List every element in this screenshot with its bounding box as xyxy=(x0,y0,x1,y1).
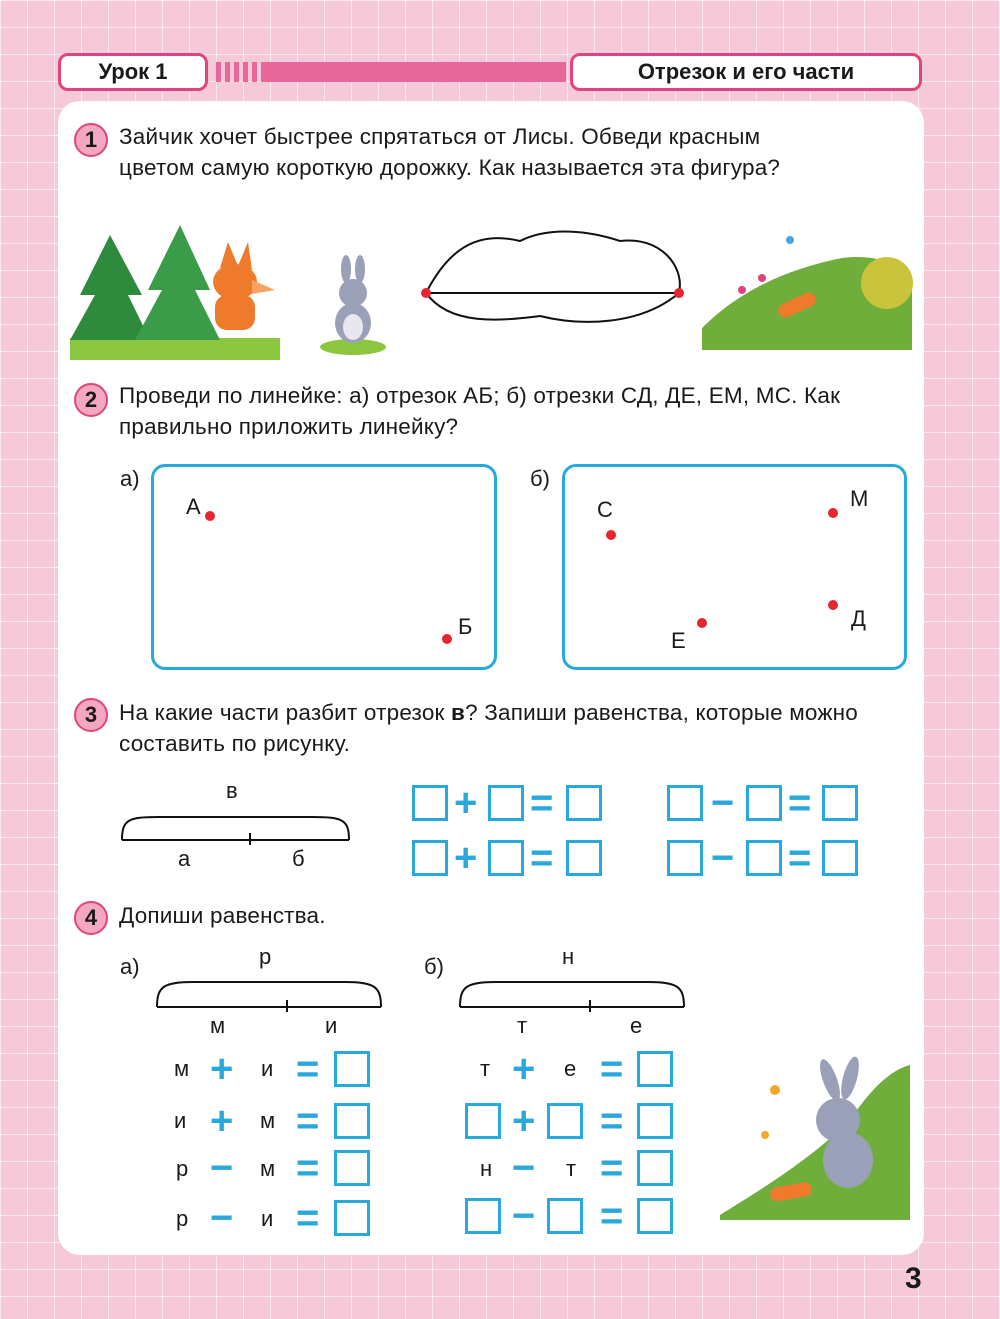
point-e xyxy=(697,618,707,628)
topic-tab xyxy=(570,53,922,91)
plus-sign: + xyxy=(454,781,478,825)
header-stripes xyxy=(216,62,566,82)
equals-sign: = xyxy=(600,1047,624,1091)
point-e-label: Е xyxy=(671,628,686,653)
equals-sign: = xyxy=(788,781,812,825)
minus-sign: − xyxy=(711,781,735,825)
equals-sign: = xyxy=(530,836,554,880)
task1-text: Зайчик хочет быстрее спрятаться от Лисы. Обведи красным цветом самую короткую дорожку. Как называется эта фигура? xyxy=(119,124,781,180)
point-m xyxy=(828,508,838,518)
answer-box[interactable] xyxy=(465,1103,501,1139)
task2-number: 2 xyxy=(74,383,108,417)
answer-box[interactable] xyxy=(637,1051,673,1087)
equals-sign: = xyxy=(296,1099,320,1143)
point-a-label: А xyxy=(186,494,201,519)
task4-part-b-label: б) xyxy=(424,954,444,979)
answer-box[interactable] xyxy=(822,785,858,821)
task4-b-segment xyxy=(456,972,688,1012)
paths-figure xyxy=(420,226,690,326)
point-a xyxy=(205,511,215,521)
equals-sign: = xyxy=(600,1146,624,1190)
task4-a-segment xyxy=(153,972,385,1012)
task2-part-b-label: б) xyxy=(530,466,550,491)
minus-sign: − xyxy=(711,836,735,880)
answer-box[interactable] xyxy=(334,1150,370,1186)
point-d-label: Д xyxy=(851,606,866,631)
task1-number: 1 xyxy=(74,123,108,157)
lesson-label: Урок 1 xyxy=(98,59,168,84)
task4-text: Допиши равенства. xyxy=(119,903,326,928)
eq-a1-term2: и xyxy=(261,1056,274,1081)
answer-box[interactable] xyxy=(746,840,782,876)
answer-box[interactable] xyxy=(547,1198,583,1234)
equals-sign: = xyxy=(788,836,812,880)
equals-sign: = xyxy=(530,781,554,825)
equals-sign: = xyxy=(600,1194,624,1238)
minus-sign: − xyxy=(512,1146,536,1190)
task4-a-left-label: м xyxy=(210,1013,226,1038)
hill-illustration xyxy=(702,228,912,350)
answer-box[interactable] xyxy=(334,1051,370,1087)
page-number: 3 xyxy=(905,1262,922,1295)
minus-sign: − xyxy=(512,1194,536,1238)
point-c xyxy=(606,530,616,540)
lesson-tab xyxy=(58,53,208,91)
answer-box[interactable] xyxy=(637,1198,673,1234)
eq-a3-term2: м xyxy=(260,1156,276,1181)
plus-sign: + xyxy=(512,1099,536,1143)
plus-sign: + xyxy=(210,1047,234,1091)
point-b-label: Б xyxy=(458,614,473,639)
answer-box[interactable] xyxy=(334,1200,370,1236)
topic-label: Отрезок и его части xyxy=(637,59,855,84)
forest-illustration xyxy=(70,220,280,360)
answer-box[interactable] xyxy=(637,1150,673,1186)
answer-box[interactable] xyxy=(547,1103,583,1139)
task4-b-right-label: е xyxy=(630,1013,643,1038)
task4-a-whole-label: р xyxy=(259,944,272,969)
task4-a-right-label: и xyxy=(325,1013,338,1038)
eq-a2-term2: м xyxy=(260,1108,276,1133)
task3-number: 3 xyxy=(74,698,108,732)
eq-b1-term2: е xyxy=(564,1056,577,1081)
eq-b3-term2: т xyxy=(566,1156,577,1181)
eq-a4-term1: р xyxy=(176,1206,189,1231)
answer-box[interactable] xyxy=(667,840,703,876)
task3-segment-right-label: б xyxy=(292,846,305,871)
answer-box[interactable] xyxy=(465,1198,501,1234)
answer-box[interactable] xyxy=(488,785,524,821)
task4-number: 4 xyxy=(74,901,108,935)
minus-sign: − xyxy=(210,1196,234,1240)
answer-box[interactable] xyxy=(566,785,602,821)
answer-box[interactable] xyxy=(566,840,602,876)
eq-a2-term1: и xyxy=(174,1108,187,1133)
answer-box[interactable] xyxy=(334,1103,370,1139)
minus-sign: − xyxy=(210,1146,234,1190)
answer-box[interactable] xyxy=(488,840,524,876)
plus-sign: + xyxy=(210,1099,234,1143)
plus-sign: + xyxy=(454,836,478,880)
task2-text: Проведи по линейке: а) отрезок АБ; б) отрезки СД, ДЕ, ЕМ, МС. Как правильно приложить линейку? xyxy=(119,383,841,439)
answer-box[interactable] xyxy=(746,785,782,821)
task2-part-a-label: а) xyxy=(120,466,140,491)
bunny-illustration xyxy=(318,255,388,355)
answer-box[interactable] xyxy=(412,840,448,876)
task4-part-a-label: а) xyxy=(120,954,140,979)
equals-sign: = xyxy=(296,1047,320,1091)
point-c-label: С xyxy=(597,497,613,522)
equals-sign: = xyxy=(296,1196,320,1240)
task3-segment-left-label: а xyxy=(178,846,191,871)
answer-box[interactable] xyxy=(637,1103,673,1139)
task4-b-left-label: т xyxy=(517,1013,528,1038)
equals-sign: = xyxy=(600,1099,624,1143)
answer-box[interactable] xyxy=(822,840,858,876)
equals-sign: = xyxy=(296,1146,320,1190)
task3-segment xyxy=(118,805,353,845)
answer-box[interactable] xyxy=(667,785,703,821)
eq-b3-term1: н xyxy=(480,1156,493,1181)
point-b xyxy=(442,634,452,644)
plus-sign: + xyxy=(512,1047,536,1091)
task3-segment-whole-label: в xyxy=(226,778,238,803)
bunny-hill-illustration xyxy=(720,1040,910,1220)
eq-b1-term1: т xyxy=(480,1056,491,1081)
point-m-label: М xyxy=(850,486,869,511)
eq-a3-term1: р xyxy=(176,1156,189,1181)
task4-b-whole-label: н xyxy=(562,944,575,969)
eq-a4-term2: и xyxy=(261,1206,274,1231)
point-d xyxy=(828,600,838,610)
eq-a1-term1: м xyxy=(174,1056,190,1081)
answer-box[interactable] xyxy=(412,785,448,821)
task3-text: На какие части разбит отрезок в? Запиши равенства, которые можно составить по рисунку. xyxy=(119,700,858,756)
